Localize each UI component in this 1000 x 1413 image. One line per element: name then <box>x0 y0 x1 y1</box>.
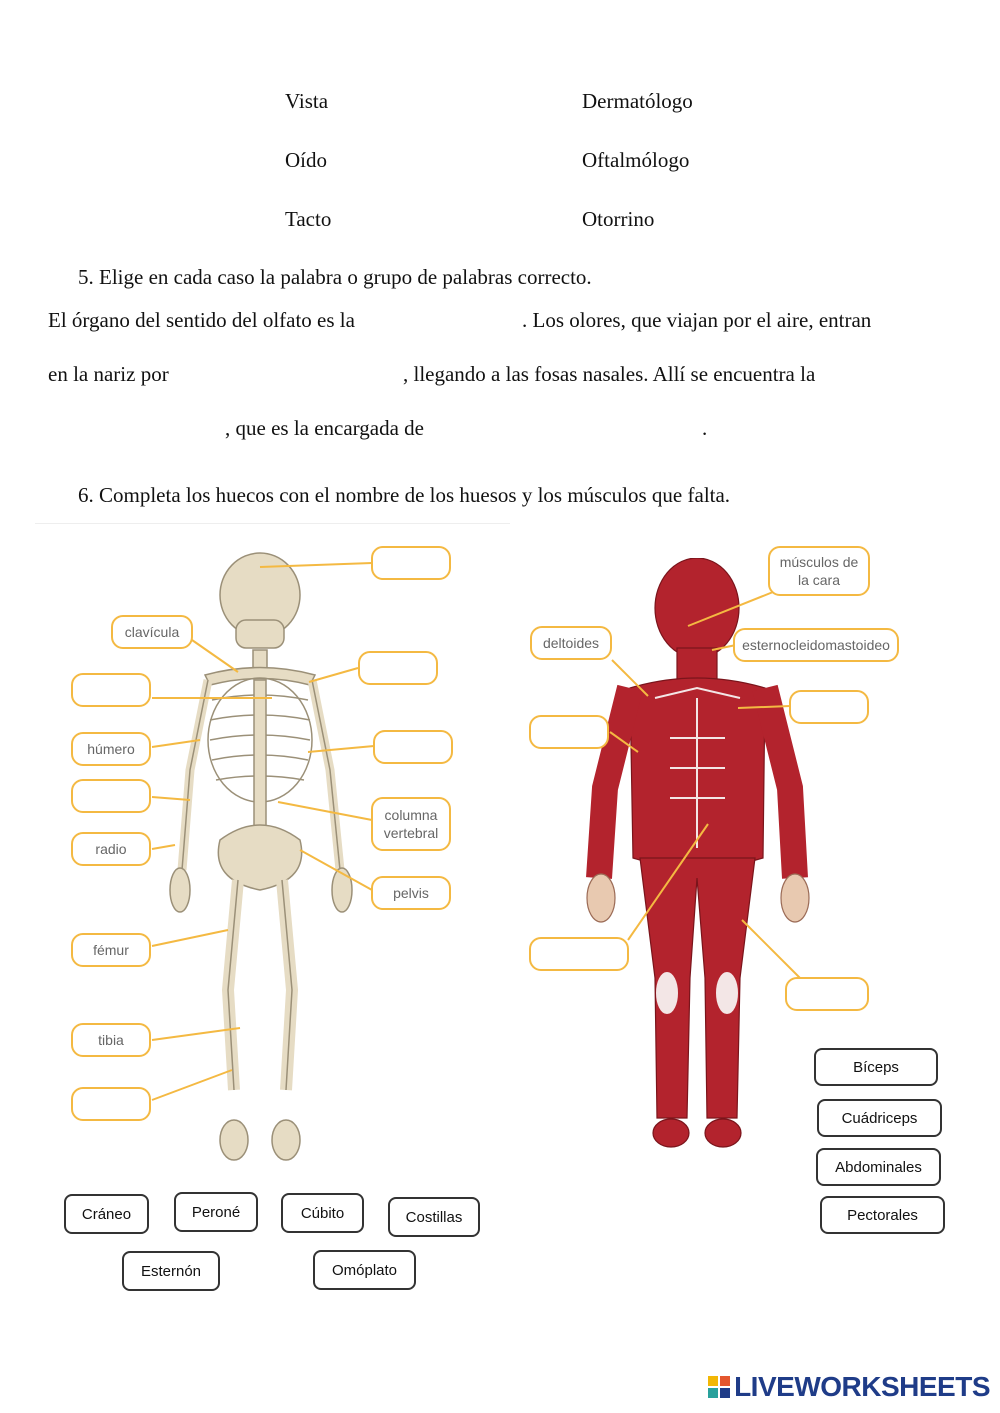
match-left-2: Oído <box>285 148 327 172</box>
exercise-6-heading: 6. Completa los huecos con el nombre de los huesos y los músculos que falta. <box>78 483 731 507</box>
liveworksheets-logo <box>708 1371 990 1403</box>
ex5-line1-end: . Los olores, que viajan por el aire, entran <box>522 308 872 332</box>
label-clavicula: clavícula <box>111 615 193 649</box>
match-left-1: Vista <box>285 89 329 113</box>
chip-cubito[interactable]: Cúbito <box>281 1193 364 1233</box>
ex5-line3-end: . <box>702 416 708 440</box>
label-tibia: tibia <box>71 1023 151 1057</box>
label-radio: radio <box>71 832 151 866</box>
chip-costillas[interactable]: Costillas <box>388 1197 480 1237</box>
ex5-line1-start: El órgano del sentido del olfato es la <box>48 308 355 332</box>
label-musculos-cara: músculos de la cara <box>768 546 870 596</box>
label-humero: húmero <box>71 732 151 766</box>
ex5-line2-end: , llegando a las fosas nasales. Allí se encuentra la <box>403 362 816 386</box>
ex5-line2-start: en la nariz por <box>48 362 169 386</box>
match-right-1: Dermatólogo <box>582 89 693 113</box>
chip-perone[interactable]: Peroné <box>174 1192 258 1232</box>
chip-omoplato[interactable]: Omóplato <box>313 1250 416 1290</box>
chip-abdominales[interactable]: Abdominales <box>816 1148 941 1186</box>
ex5-line3-start: , que es la encargada de <box>225 416 425 440</box>
label-pelvis: pelvis <box>371 876 451 910</box>
chip-craneo[interactable]: Cráneo <box>64 1194 149 1234</box>
logo-text: LIVEWORKSHEETS <box>734 1371 990 1402</box>
label-esternocleidomastoideo: esternocleidomastoideo <box>733 628 899 662</box>
label-columna-vertebral: columna vertebral <box>371 797 451 851</box>
logo-mark-icon <box>708 1376 730 1398</box>
blank-biceps[interactable] <box>529 715 609 749</box>
blank-cuadriceps[interactable] <box>785 977 869 1011</box>
chip-biceps[interactable]: Bíceps <box>814 1048 938 1086</box>
label-femur: fémur <box>71 933 151 967</box>
chip-pectorales[interactable]: Pectorales <box>820 1196 945 1234</box>
blank-abdominales[interactable] <box>529 937 629 971</box>
match-right-3: Otorrino <box>582 207 655 231</box>
match-right-2: Oftalmólogo <box>582 148 690 172</box>
chip-cuadriceps[interactable]: Cuádriceps <box>817 1099 942 1137</box>
match-left-3: Tacto <box>285 207 332 231</box>
blank-pectorales[interactable] <box>789 690 869 724</box>
exercise-5-heading: 5. Elige en cada caso la palabra o grupo de palabras correcto. <box>78 265 592 289</box>
chip-esternon[interactable]: Esternón <box>122 1251 220 1291</box>
label-deltoides: deltoides <box>530 626 612 660</box>
